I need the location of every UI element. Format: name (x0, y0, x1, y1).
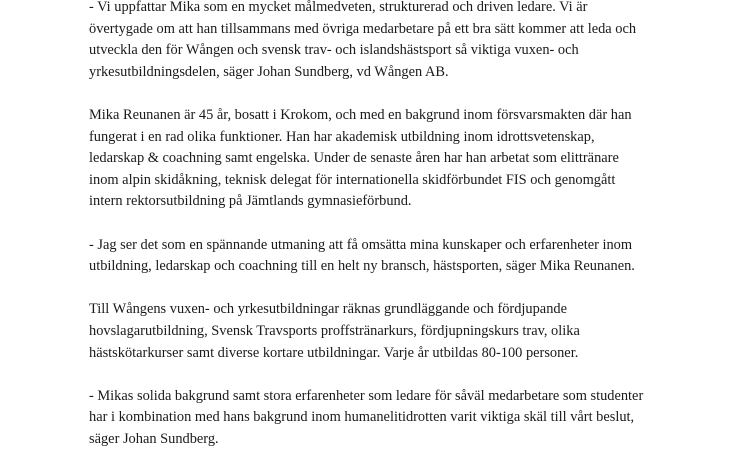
text-line: säger Johan Sundberg. (89, 430, 219, 447)
document-body (89, 0, 729, 472)
text-line: - Mikas solida bakgrund samt stora erfarenheter som ledare för såväl medarbetare som studenter (89, 387, 644, 404)
paragraph-quote-reunanen (89, 235, 729, 278)
text-line: utbildning, ledarskap och coachning till en helt ny bransch, hästsporten, säger Mika Reunanen. (89, 258, 635, 275)
text-line: inom alpin skidåkning, teknisk delegat för internationella skidförbundet FIS och genomgått (89, 171, 616, 188)
text-line: utveckla den för Wången och svensk trav- och islandshästsport så viktiga vuxen- och (89, 42, 579, 59)
text-line: Mika Reunanen är 45 år, bosatt i Krokom, och med en bakgrund inom försvarsmakten där han (89, 106, 632, 123)
text-line: hovslagarutbildning, Svensk Travsports proffstränarkurs, fördjupningskurs trav, olika (89, 322, 580, 339)
text-line: hästskötarkurser samt diverse kortare utbildningar. Varje år utbildas 80-100 personer. (89, 344, 579, 361)
text-line: har i kombination med hans bakgrund inom humanelitidrotten varit viktiga skäl till vårt beslut, (89, 409, 635, 426)
text-line: intern rektorsutbildning på Jämtlands gymnasieförbund. (89, 193, 412, 210)
paragraph-quote-sundberg (89, 0, 729, 83)
text-line: ledarskap & coachning samt engelska. Under de senaste åren har han arbetat som elittränare (89, 150, 619, 167)
paragraph-education-programs (89, 299, 729, 364)
text-line: övertygade om att han tillsammans med övriga medarbetare på ett bra sätt kommer att leda och (89, 20, 637, 37)
paragraph-background (89, 105, 729, 213)
text-line: fungerat i en rad olika funktioner. Han har akademisk utbildning inom idrottsvetenskap, (89, 128, 595, 145)
text-line: - Jag ser det som en spännande utmaning att få omsätta mina kunskaper och erfarenheter inom (89, 236, 633, 253)
text-line: yrkesutbildningsdelen, säger Johan Sundberg, vd Wången AB. (89, 63, 449, 80)
text-line: Till Wångens vuxen- och yrkesutbildningar räknas grundläggande och fördjupande (89, 301, 567, 318)
paragraph-closing-quote (89, 386, 729, 451)
text-line: - Vi uppfattar Mika som en mycket målmedveten, strukturerad och driven ledare. Vi är (89, 0, 588, 15)
